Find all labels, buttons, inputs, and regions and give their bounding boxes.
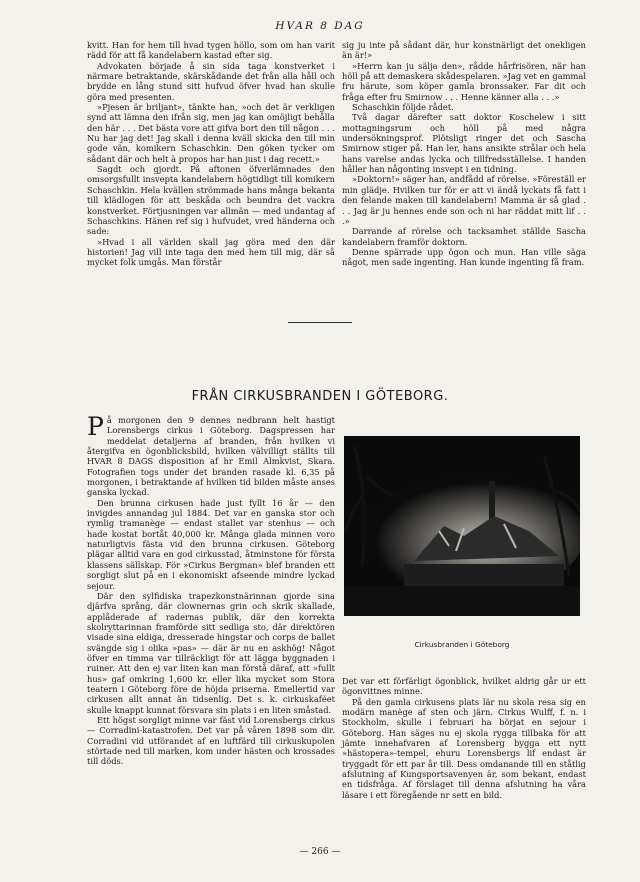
lead-paragraph	[87, 412, 335, 498]
paragraph: sig ju inte på sådant där, hur konstnärligt det onekligen än är!»	[342, 40, 586, 61]
paragraph: Ett högst sorgligt minne var fäst vid Lorensbergs cirkus — Corradini-katastrofen. Det var på våren 1898 som dir. Corradini vid utförandet af en luftfärd till cirkuskupolen störtade ned till marken, kom under hästen och krossades till döds.	[87, 714, 335, 767]
paragraph: Sagdt och gjordt. På aftonen öfverlämnades den omsorgsfullt insvepta kandelabern högtidligt till komikern Schaschkin. Hela kvällen strömmade hans många bekanta till klädlogen för att beskåda och beundra det vackra konstverket. Förtjusningen var allmän — med undantag af Schaschkins. Hänen ref sig i hufvudet, vred händerna och sade:	[87, 164, 335, 237]
photo-image	[344, 436, 580, 616]
paragraph: »Pjesen är briljant», tänkte han, »och det är verkligen synd att lämna den ifrån sig, men jag kan omöjligt behålla den här . . . Det bästa vore att gifva bort den till någon . . . Nu har jag det! Jag skall i denna kväll skicka den till min gode vän, komikern Schaschkin. Den göken tycker om sådant där och helt à propos har han just i dag recett.»	[87, 102, 335, 164]
paragraph: Två dagar därefter satt doktor Koschelew i sitt mottagningsrum och höll på med några undersökningsprof. Plötsligt ringer det och Sascha Smirnow stiger på. Han ler, hans ansikte strålar och hela hans varelse andas lycka och tillfredsställelse. I handen håller han någonting insvept i en tidning.	[342, 112, 586, 175]
paragraph: Denne spärrade upp ögon och mun. Han ville säga något, men sade ingenting. Han kunde ingenting få fram.	[342, 246, 586, 268]
fire-photograph	[344, 436, 580, 616]
paragraph: Det var ett förfärligt ögonblick, hvilket aldrig går ur ett ögonvittnes minne.	[342, 676, 586, 697]
lead-text: å morgonen den 9 dennes nedbrann helt hastigt Lorensbergs cirkus i Göteborg. Dagspressen har meddelat detaljerna af branden, från hvilken vi återgifva en ögonblicksbild, hvilken välvilligt ställts till HVAR 8 DAGS disposition af hr Emil Almkvist, Skara. Fotografien togs under det branden rasade kl. 6,35 på morgonen, i betraktande af hvilken tid bilden måste anses ganska lyckad.	[87, 415, 335, 498]
paragraph: Darrande af rörelse och tacksamhet ställde Sascha kandelabern framför doktorn.	[342, 226, 586, 247]
top-right-column	[342, 40, 586, 268]
paragraph: På den gamla cirkusens plats lär nu skola resa sig en modärn manège af sten och järn. Cirkus Wulff, f. n. i Stockholm, skulle i februari ha börjat en sejour i Göteborg. Han säges nu ej skola rygga tillbaka för att jämte innehafvaren af Lorensberg bygga ett nytt »hästopera»-tempel, ehuru Lorensbergs lif endast är tryggadt för ett par år till. Dess omdanande till en ståtlig afslutning af Kungsportsavenyen är, som bekant, endast en tidsfråga. Af förslaget till denna afslutning ha våra läsare i ett föregående nr sett en bild.	[342, 696, 586, 800]
photo-caption: Cirkusbranden i Göteborg	[414, 640, 510, 649]
paragraph: Schaschkin följde rådet.	[352, 102, 454, 113]
running-head: HVAR 8 DAG	[275, 20, 365, 32]
section-divider	[288, 322, 352, 323]
article-left-column	[87, 412, 335, 767]
paragraph: »Hvad i all världen skall jag göra med den där historien! Jag vill inte taga den med hem till mig, där så mycket folk umgås. Man förstår	[87, 236, 335, 268]
drop-cap: P	[87, 412, 104, 441]
paragraph: Advokaten började å sin sida taga konstverket i närmare betraktande, skärskådande det från alla håll och brydde en lång stund sitt hufvud öfver hvad han skulle göra med presenten.	[87, 60, 335, 102]
article-title: FRÅN CIRKUSBRANDEN I GÖTEBORG.	[191, 389, 449, 404]
paragraph: »Herrn kan ju sälja den», rådde hårfrisören, när han höll på att demaskera skådespelaren. »Jag vet en gammal fru härute, som köper gamla bronssaker. Far dit och fråga efter fru Smirnow . . . Henne känner alla . . .»	[342, 60, 586, 102]
paragraph: Den brunna cirkusen hade just fyllt 16 år — den invigdes annandag jul 1884. Det var en ganska stor och rymlig tramanège — endast stallet var stenhus — och hade kostat bortåt 40,000 kr. Många glada minnen voro naturligtvis fästa vid den brunna cirkusen. Göteborg plägar alltid vara en god cirkusstad, åtminstone för första klassens sällskap. För »Cirkus Bergman» blef branden ett sorgligt slut på en i ekonomiskt afseende mindre lyckad sejour.	[87, 497, 335, 591]
paragraph: »Doktorn!» säger han, andfådd af rörelse. »Föreställ er min glädje. Hvilken tur för er att vi ändå lyckats få fatt i den felande maken till kandelabern! Mamma är så glad . . . Jag är ju hennes ende son och ni har räddat mitt lif . . .»	[342, 174, 586, 226]
paragraph: Där den sylfidiska trapezkonstnärinnan gjorde sina djärfva språng, där clownernas grin och skrik skallade, applåderade af radernas publik, där den korrekta skolryttarinnan framförde sitt sedliga sto, där direktören visade sina eldiga, dresserade hingstar och corps de ballet svängde sig i olika »pas» — där är nu en askhög! Något öfver en timma var tillräckligt för att lägga byggnaden i ruiner. Att den ej var liten kan man förstå däraf, att »fullt hus» gaf omkring 1,600 kr. eller lika mycket som Stora teatern i Göteborg före de höjda priserna. Emellertid var cirkusen allt annat än tidsenlig. Det s. k. cirkuskaféet skulle knappt kunnat försvara sin plats i en liten småstad.	[87, 590, 335, 715]
top-left-column	[87, 40, 335, 268]
page-number: — 266 —	[299, 847, 341, 857]
paragraph: kvitt. Han for hem till hvad tygen höllo, som om han varit rädd för att få kandelabern kastad efter sig.	[87, 40, 335, 61]
article-right-column	[342, 676, 586, 800]
